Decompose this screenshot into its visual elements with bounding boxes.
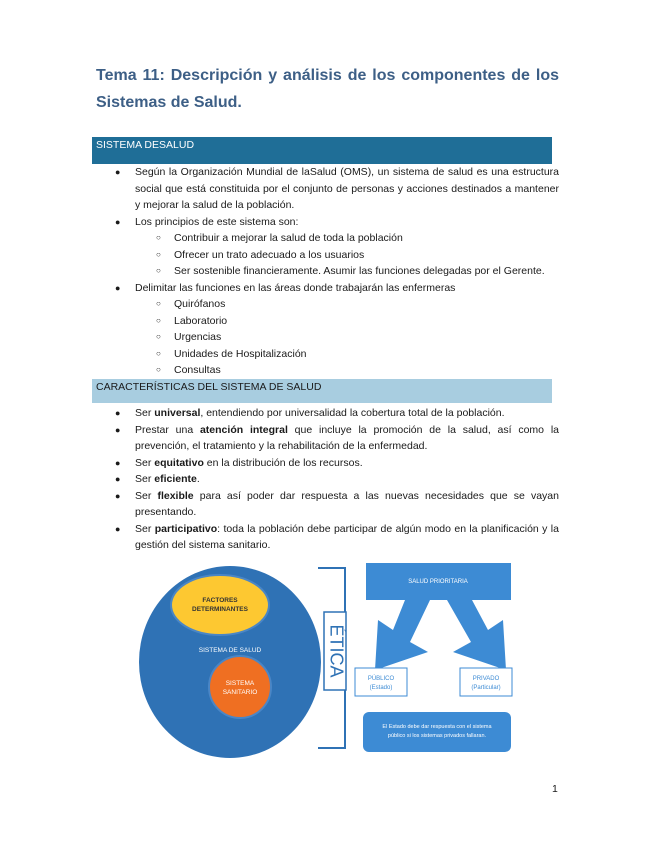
privado-label-1: PRIVADO [472,676,500,682]
sub-list-item: ○ Consultas [96,362,559,379]
salud-prioritaria-label: SALUD PRIORITARIA [408,579,468,585]
factores-circle [171,575,269,635]
list-item: ● Ser universal, entendiendo por universalidad la cobertura total de la población. [96,405,559,422]
diagram-right [355,558,515,770]
circle-bullet-icon: ○ [156,299,161,308]
privado-label-2: (Particular) [471,685,501,691]
circle-bullet-icon: ○ [156,332,161,341]
bullet-icon: ● [115,424,121,435]
bullet-icon: ● [115,282,121,293]
bullet-icon: ● [115,457,121,468]
sub-list-item: ○ Contribuir a mejorar la salud de toda la población [96,230,559,247]
bullet-icon: ● [115,523,121,534]
list-item: ● Prestar una atención integral que incluye la promoción de la salud, así como la prevención, el tratamiento y la rehabilitación de la enfermedad. [115,423,559,452]
sub-list-item: ○ Ofrecer un trato adecuado a los usuarios [96,247,559,264]
list-item: ● Delimitar las funciones en las áreas donde trabajarán las enfermeras [96,280,559,297]
page-title: Tema 11: Descripción y análisis de los componentes de los Sistemas de Salud. [96,67,559,111]
bullet-icon: ● [115,474,121,484]
diagram-left [139,566,346,758]
sub-list-item: ○ Ser sostenible financieramente. Asumir las funciones delegadas por el Gerente. [96,263,559,280]
sanitario-label-2: SANITARIO [222,689,258,696]
sub-list-item: ○ Urgencias [96,329,559,346]
circle-bullet-icon: ○ [156,233,161,242]
publico-label-2: (Estado) [369,685,393,691]
sanitario-label-1: SISTEMA [225,680,255,687]
circle-bullet-icon: ○ [156,348,161,358]
sub-list-item: ○ Laboratorio [96,313,559,330]
bullet-icon: ● [115,167,121,177]
list-item: ● Ser eficiente. [96,471,559,488]
circle-bullet-icon: ○ [156,266,161,275]
publico-label-1: PÚBLICO [367,676,395,682]
page-number: 1 [552,783,558,795]
privado-box [460,668,512,696]
bullet-icon: ● [115,490,121,501]
publico-box [355,668,407,696]
list-item: ● Según la Organización Mundial de laSalud (OMS), un sistema de salud es una estructura social que está constituida por el conjunto de personas y acciones destinados a mantener y mejorar la salud de la población. [115,166,559,211]
note-label-2: público si los sistemas privados fallaran. [387,733,487,739]
sub-list-item: ○ Unidades de Hospitalización [96,346,559,363]
section-heading-sistema: SISTEMA DESALUD [92,137,552,164]
note-box [363,712,511,752]
list-item: ● Ser participativo: toda la población debe participar de algún modo en la planificación y la gestión del sistema sanitario. [115,522,559,551]
bullet-icon: ● [115,408,121,418]
circle-bullet-icon: ○ [156,315,161,325]
circle-bullet-icon: ○ [156,249,161,259]
bullet-icon: ● [115,216,121,227]
sanitario-circle [209,656,271,718]
circle-bullet-icon: ○ [156,365,161,374]
sub-list-item: ○ Quirófanos [96,296,559,313]
list-item: ● Ser equitativo en la distribución de los recursos. [96,455,559,472]
list-item: ● Los principios de este sistema son: [96,214,559,231]
etica-label: ÉTICA [326,624,347,678]
factores-label-1: FACTORES [202,597,238,604]
note-label-1: El Estado debe dar respuesta con el sistema [382,724,492,730]
sistema-de-salud-label: SISTEMA DE SALUD [198,647,262,654]
list-item: ● Ser flexible para así poder dar respuesta a las nuevas necesidades que se vayan presentando. [115,489,559,518]
factores-label-2: DETERMINANTES [192,606,248,613]
section-heading-caracteristicas: CARACTERÍSTICAS DEL SISTEMA DE SALUD [92,379,552,403]
